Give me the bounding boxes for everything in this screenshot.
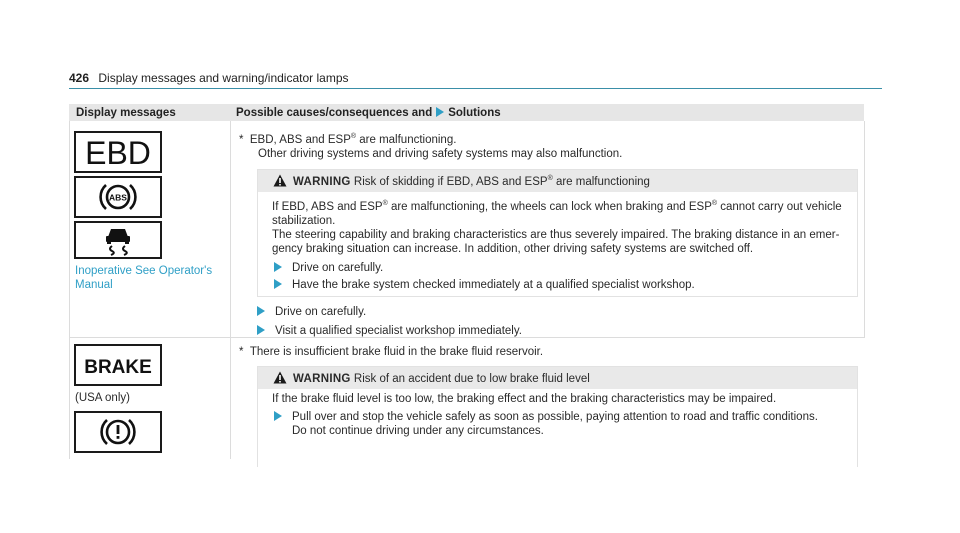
warning-body: [272, 197, 854, 256]
usa-only-label: (USA only): [75, 392, 130, 404]
bullet-arrow-icon: [274, 279, 282, 289]
col2-suffix: Solutions: [448, 107, 501, 119]
bullet-arrow-icon: [257, 306, 265, 316]
reg-mark: ®: [711, 200, 718, 207]
brake-icon-text: BRAKE: [84, 357, 152, 378]
cause-line2: Other driving systems and driving safety systems may also malfunction.: [258, 147, 623, 160]
warning-header: [258, 367, 857, 389]
column-divider: [230, 121, 231, 459]
warning-box-skidding: [257, 169, 858, 297]
warning-bullet: [274, 410, 818, 438]
abs-icon-text: ABS: [109, 192, 127, 203]
ebd-icon-text: EBD: [85, 135, 151, 171]
brake-icon: [74, 344, 162, 386]
warning-p1c: cannot carry out vehicle: [717, 200, 842, 213]
warning-bullet: [274, 278, 695, 292]
warning-header: [258, 170, 857, 192]
warning-title-b: are malfunctioning: [552, 176, 650, 188]
page-number: 426: [69, 71, 90, 85]
warning-triangle-icon: [273, 174, 287, 187]
reg-mark: ®: [350, 133, 357, 140]
warning-label: WARNING: [293, 176, 351, 188]
abs-icon: [74, 176, 162, 218]
arrow-right-icon: [436, 107, 444, 117]
cause-line1a: EBD, ABS and ESP: [249, 133, 351, 146]
cause-text-brake: [239, 345, 543, 359]
cause-line-brake: There is insufficient brake fluid in the brake fluid reservoir.: [249, 346, 544, 358]
warning-box-brake: [257, 366, 858, 467]
solution-bullet-text: Visit a qualified specialist workshop immediately.: [275, 325, 522, 337]
inoperative-message-line2: Manual: [75, 279, 113, 291]
warning-triangle-icon: [273, 371, 287, 384]
warning-bullet: [274, 261, 383, 275]
col2-prefix: Possible causes/consequences and: [236, 107, 433, 119]
warning-p1d: stabilization.: [272, 214, 336, 227]
reg-mark: ®: [547, 175, 553, 183]
table-left-border: [69, 121, 70, 459]
bullet-arrow-icon: [257, 325, 265, 335]
table-header: [69, 104, 864, 121]
warning-p2b: gency braking situation can increase. In addition, other driving safety systems are switched off.: [272, 242, 754, 255]
inoperative-message: [75, 264, 212, 292]
reg-mark: ®: [382, 200, 388, 207]
solution-bullet: [257, 305, 366, 319]
asterisk: *: [239, 133, 244, 146]
warning-title-a: Risk of skidding if EBD, ABS and ESP: [353, 176, 548, 188]
header-rule: [69, 88, 882, 89]
asterisk: *: [239, 346, 244, 358]
cause-text: [239, 130, 622, 161]
solution-bullet: [257, 324, 522, 338]
warning-p2a: The steering capability and braking characteristics are thus severely impaired. The braking distance in an emer-: [272, 228, 840, 241]
bullet-arrow-icon: [274, 262, 282, 272]
esp-skid-icon: [74, 221, 162, 259]
warning-label: WARNING: [293, 373, 351, 385]
col-display-messages: Display messages: [76, 107, 176, 119]
inoperative-message-line1: Inoperative See Operator's: [75, 265, 213, 277]
warning-body: If the brake fluid level is too low, the braking effect and the braking characteristics may be impaired.: [272, 393, 777, 405]
page-title: Display messages and warning/indicator lamps: [98, 71, 349, 85]
warning-p1a: If EBD, ABS and ESP: [272, 200, 383, 213]
solution-bullet-text: Drive on carefully.: [275, 306, 367, 318]
page-header: [69, 71, 349, 85]
table-right-border: [864, 121, 865, 337]
col-causes-solutions: [236, 107, 501, 119]
brake-warning-icon: [74, 411, 162, 453]
warning-bullet-text: Have the brake system checked immediately at a qualified specialist workshop.: [292, 279, 695, 291]
warning-bullet-text: Drive on carefully.: [292, 262, 384, 274]
warning-title: Risk of an accident due to low brake fluid level: [353, 373, 590, 385]
ebd-icon: [74, 131, 162, 173]
cause-line1b: are malfunctioning.: [356, 133, 457, 146]
warning-bullet-text: Pull over and stop the vehicle safely as soon as possible, paying attention to road and traffic conditions.: [292, 411, 818, 423]
bullet-arrow-icon: [274, 411, 282, 421]
warning-bullet-text-line2: Do not continue driving under any circumstances.: [292, 425, 544, 437]
warning-p1b: are malfunctioning, the wheels can lock when braking and ESP: [387, 200, 712, 213]
